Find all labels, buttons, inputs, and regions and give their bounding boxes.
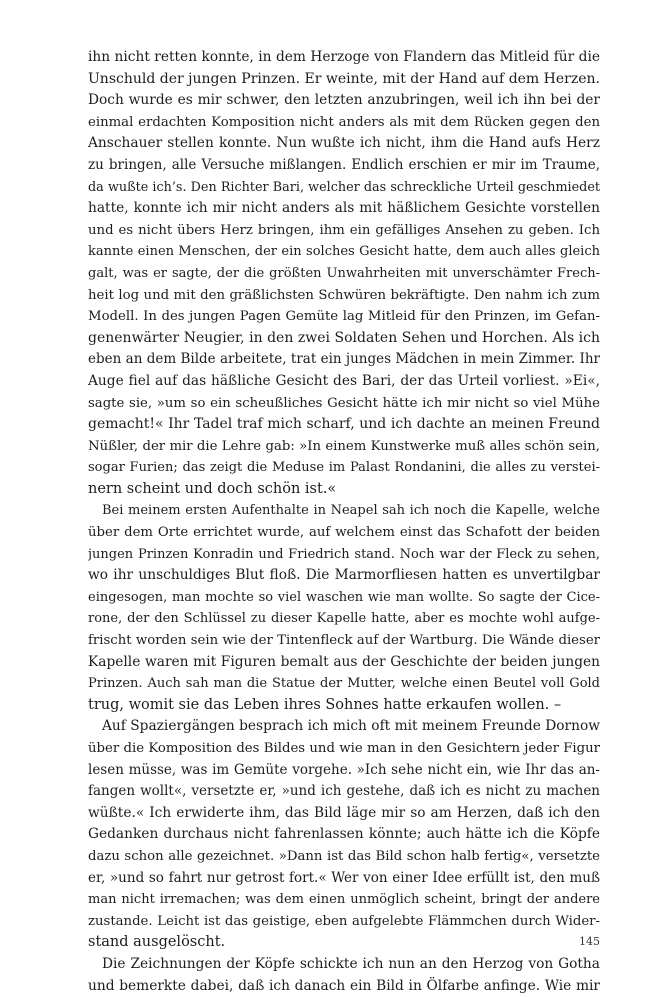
text-line: und bemerkte dabei, daß ich danach ein Bild in Ölfarbe anfinge. Wie mir — [88, 977, 600, 994]
text-line: ihn nicht retten konnte, in dem Herzoge von Flandern das Mitleid für die — [88, 49, 600, 65]
text-line: gemacht!« Ihr Tadel traf mich scharf, und ich dachte an meinen Freund — [88, 416, 600, 433]
text-line: man nicht irremachen; was dem einen unmöglich scheint, bringt der andere — [88, 892, 600, 908]
text-line: einmal erdachten Komposition nicht anders als mit dem Rücken gegen den — [88, 114, 600, 130]
page-number: 145 — [579, 935, 600, 948]
paragraph — [88, 500, 600, 716]
text-line: Die Zeichnungen der Köpfe schickte ich nun an den Herzog von Gotha — [102, 955, 600, 972]
text-line: Prinzen. Auch sah man die Statue der Mutter, welche einen Beutel voll Gold — [88, 676, 600, 692]
text-line: über dem Orte errichtet wurde, auf welchem einst das Schafott der beiden — [88, 525, 600, 541]
paragraph — [88, 716, 600, 954]
paragraph — [88, 47, 600, 500]
text-line: zustande. Leicht ist das geistige, eben aufgelebte Flämmchen durch Wider- — [88, 913, 600, 929]
text-line: eben an dem Bilde arbeitete, trat ein junges Mädchen in mein Zimmer. Ihr — [88, 351, 600, 368]
text-line: da wußte ich’s. Den Richter Bari, welcher das schreckliche Urteil geschmiedet — [88, 179, 600, 195]
text-line: dazu schon alle gezeichnet. »Dann ist das Bild schon halb fertig«, versetzte — [88, 848, 600, 864]
paragraph — [88, 954, 600, 997]
text-line: Anschauer stellen konnte. Nun wußte ich nicht, ihm die Hand aufs Herz — [88, 135, 600, 152]
text-line: zu bringen, alle Versuche mißlangen. Endlich erschien er mir im Traume, — [88, 156, 600, 173]
text-line: wo ihr unschuldiges Blut floß. Die Marmorfliesen hatten es unvertilgbar — [88, 567, 600, 584]
text-line: genenwärter Neugier, in den zwei Soldaten Sehen und Horchen. Als ich — [88, 329, 600, 346]
text-line: fangen wollt«, versetzte er, »und ich gestehe, daß ich es nicht zu machen — [88, 783, 600, 800]
text-line: Bei meinem ersten Aufenthalte in Neapel sah ich noch die Kapelle, welche — [102, 503, 600, 519]
text-line: Auge fiel auf das häßliche Gesicht des Bari, der das Urteil vorliest. »Ei«, — [88, 372, 600, 389]
text-line: Modell. In des jungen Pagen Gemüte lag Mitleid für den Prinzen, im Gefan- — [88, 309, 600, 325]
text-line: heit log und mit den gräßlichsten Schwüren bekräftigte. Den nahm ich zum — [88, 287, 600, 303]
text-line: über die Komposition des Bildes und wie man in den Gesichtern jeder Figur — [88, 741, 600, 756]
text-line: Gedanken durchaus nicht fahrenlassen könnte; auch hätte ich die Köpfe — [88, 826, 600, 843]
text-line: lesen müsse, was im Gemüte vorgehe. »Ich sehe nicht ein, wie Ihr das an- — [88, 761, 600, 778]
text-line: trug, womit sie das Leben ihres Sohnes hatte erkaufen wollen. – — [88, 696, 562, 713]
text-line: wüßte.« Ich erwiderte ihm, das Bild läge mir so am Herzen, daß ich den — [88, 804, 600, 821]
text-line: rone, der den Schlüssel zu dieser Kapelle hatte, aber es mochte wohl aufge- — [88, 611, 600, 627]
text-line: frischt worden sein wie der Tintenfleck auf der Wartburg. Die Wände dieser — [88, 633, 600, 649]
text-line: er, »und so fahrt nur getrost fort.« Wer von einer Idee erfüllt ist, den muß — [88, 869, 600, 886]
text-line: Unschuld der jungen Prinzen. Er weinte, mit der Hand auf dem Herzen. — [88, 70, 600, 87]
text-line: galt, was er sagte, der die größten Unwahrheiten mit unverschämter Frech- — [88, 265, 600, 281]
text-line: sagte sie, »um so ein scheußliches Gesicht hätte ich mir nicht so viel Mühe — [88, 395, 600, 411]
text-line: Kapelle waren mit Figuren bemalt aus der Geschichte der beiden jungen — [88, 653, 600, 670]
text-line: stand ausgelöscht. — [88, 934, 226, 951]
text-line: hatte, konnte ich mir nicht anders als mit häßlichem Gesichte vorstellen — [88, 200, 600, 217]
text-line: kannte einen Menschen, der ein solches Gesicht hatte, dem auch alles gleich — [88, 244, 600, 260]
text-line: eingesogen, man mochte so viel waschen wie man wollte. So sagte der Cice- — [88, 589, 600, 605]
text-line: und es nicht übers Herz bringen, ihm ein gefälliges Ansehen zu geben. Ich — [88, 222, 600, 238]
text-line: Nüßler, der mir die Lehre gab: »In einem Kunstwerke muß alles schön sein, — [88, 438, 600, 454]
text-line: jungen Prinzen Konradin und Friedrich stand. Noch war der Fleck zu sehen, — [88, 546, 600, 562]
body-text — [88, 47, 600, 997]
text-line: nern scheint und doch schön ist.« — [88, 480, 337, 497]
text-line: sogar Furien; das zeigt die Meduse im Palast Rondanini, die alles zu verstei- — [88, 460, 600, 476]
text-line: Auf Spaziergängen besprach ich mich oft mit meinem Freunde Dornow — [102, 718, 600, 735]
text-line: Doch wurde es mir schwer, den letzten anzubringen, weil ich ihn bei der — [88, 92, 600, 109]
